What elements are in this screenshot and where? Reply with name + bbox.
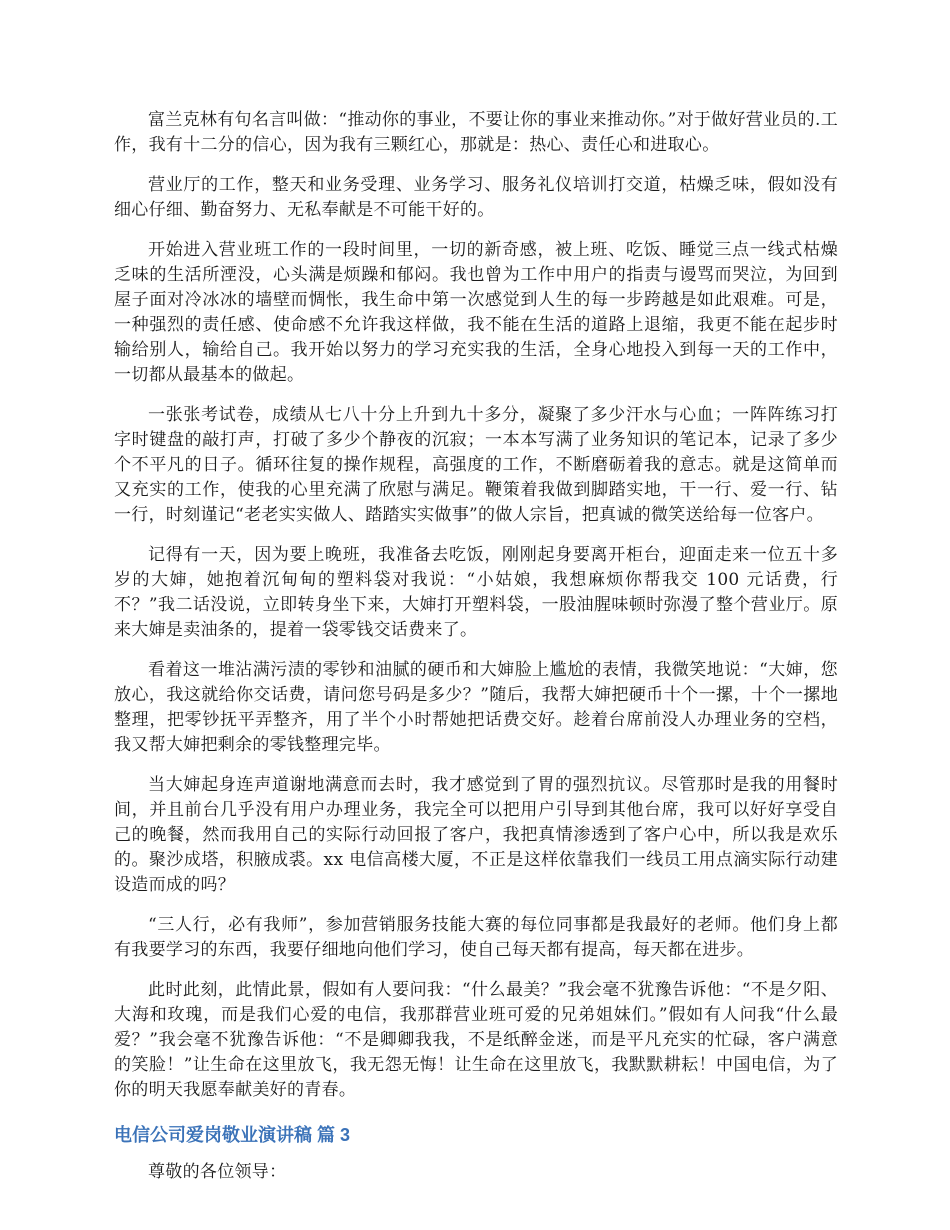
paragraph-7: 当大婶起身连声道谢地满意而去时，我才感觉到了胃的强烈抗议。尽管那时是我的用餐时间，并且前台几乎没有用户办理业务，我完全可以把用户引导到其他台席，我可以好好享受自己的晚餐，然而我用自己的实际行动回报了客户，我把真情渗透到了客户心中，所以我是欢乐的。聚沙成塔，积腋成裘。xx 电信高楼大厦，不正是这样依靠我们一线员工用点滴实际行动建设造而成的吗？ <box>114 775 838 895</box>
paragraph-6: 看着这一堆沾满污渍的零钞和油腻的硬币和大婶脸上尴尬的表情，我微笑地说：“大婶，您放心，我这就给你交话费，请问您号码是多少？”随后，我帮大婶把硬币十个一摞，十个一摞地整理，把零钞抚平弄整齐，用了半个小时帮她把话费交好。趁着台席前没人办理业务的空档，我又帮大婶把剩余的零钱整理完毕。 <box>114 660 838 755</box>
document-body <box>114 108 838 1200</box>
paragraph-5: 记得有一天，因为要上晚班，我准备去吃饭，刚刚起身要离开柜台，迎面走来一位五十多岁的大婶，她抱着沉甸甸的塑料袋对我说：“小姑娘，我想麻烦你帮我交 100 元话费，行不？”我二话没说，立即转身坐下来，大婶打开塑料袋，一股油腥味顿时弥漫了整个营业厅。原来大婶是卖油条的，提着一袋零钱交话费来了。 <box>114 545 838 640</box>
paragraph-1: 富兰克林有句名言叫做：“推动你的事业，不要让你的事业来推动你。”对于做好营业员的.工作，我有十二分的信心，因为我有三颗红心，那就是：热心、责任心和进取心。 <box>114 110 838 155</box>
paragraph-9: 此时此刻，此情此景，假如有人要问我：“什么最美？”我会毫不犹豫告诉他：“不是夕阳、大海和玫瑰，而是我们心爱的电信，我那群营业班可爱的兄弟姐妹们。”假如有人问我“什么最爱？”我会毫不犹豫告诉他：“不是卿卿我我，不是纸醉金迷，而是平凡充实的忙碌，客户满意的笑脸！”让生命在这里放飞，我无怨无悔！让生命在这里放飞，我默默耕耘！中国电信，为了你的明天我愿奉献美好的青春。 <box>114 980 838 1100</box>
paragraph-8: “三人行，必有我师”，参加营销服务技能大赛的每位同事都是我最好的老师。他们身上都有我要学习的东西，我要仔细地向他们学习，使自己每天都有提高，每天都在进步。 <box>114 915 838 960</box>
paragraph-4: 一张张考试卷，成绩从七八十分上升到九十多分，凝聚了多少汗水与心血；一阵阵练习打字时键盘的敲打声，打破了多少个静夜的沉寂；一本本写满了业务知识的笔记本，记录了多少个不平凡的日子。循环往复的操作规程，高强度的工作，不断磨砺着我的意志。就是这简单而又充实的工作，使我的心里充满了欣慰与满足。鞭策着我做到脚踏实地，干一行、爱一行、钻一行，时刻谨记“老老实实做人、踏踏实实做事”的做人宗旨，把真诚的微笑送给每一位客户。 <box>114 405 838 525</box>
paragraph-3: 开始进入营业班工作的一段时间里，一切的新奇感，被上班、吃饭、睡觉三点一线式枯燥乏味的生活所湮没，心头满是烦躁和郁闷。我也曾为工作中用户的指责与谩骂而哭泣，为回到屋子面对冷冰冰的墙壁而惆怅，我生命中第一次感觉到人生的每一步跨越是如此艰难。可是，一种强烈的责任感、使命感不允许我这样做，我不能在生活的道路上退缩，我更不能在起步时输给别人，输给自己。我开始以努力的学习充实我的生活，全身心地投入到每一天的工作中，一切都从最基本的做起。 <box>114 240 838 385</box>
paragraph-2: 营业厅的工作，整天和业务受理、业务学习、服务礼仪培训打交道，枯燥乏味，假如没有细心仔细、勤奋努力、无私奉献是不可能干好的。 <box>114 175 838 220</box>
section-heading: 电信公司爱岗敬业演讲稿 篇 3 <box>114 1125 351 1145</box>
salutation: 尊敬的各位领导： <box>148 1162 287 1182</box>
